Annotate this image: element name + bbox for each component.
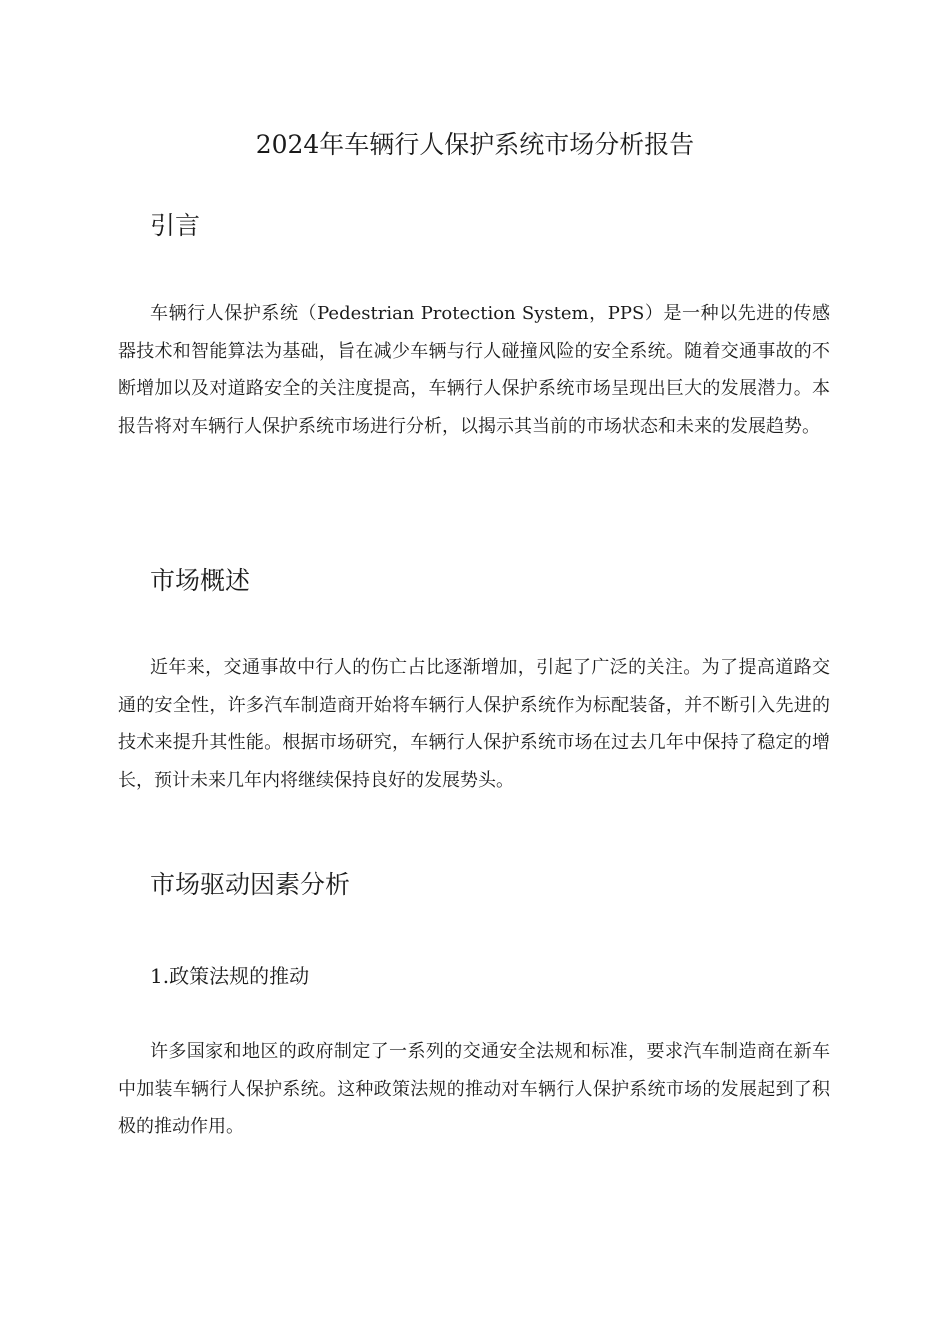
section-heading-introduction: 引言 xyxy=(150,211,201,240)
introduction-paragraph: 车辆行人保护系统（Pedestrian Protection System，PPS）是一种以先进的传感器技术和智能算法为基础，旨在减少车辆与行人碰撞风险的安全系统。随着交通事故的不断增加以及对道路安全的关注度提高，车辆行人保护系统市场呈现出巨大的发展潜力。本报告将对车辆行人保护系统市场进行分析，以揭示其当前的市场状态和未来的发展趋势。 xyxy=(118,303,830,437)
document-title: 2024年车辆行人保护系统市场分析报告 xyxy=(255,130,695,159)
subsection-heading-policy: 1.政策法规的推动 xyxy=(150,964,310,988)
market-overview-paragraph: 近年来，交通事故中行人的伤亡占比逐渐增加，引起了广泛的关注。为了提高道路交通的安全性，许多汽车制造商开始将车辆行人保护系统作为标配装备，并不断引入先进的技术来提升其性能。根据市场研究，车辆行人保护系统市场在过去几年中保持了稳定的增长，预计未来几年内将继续保持良好的发展势头。 xyxy=(118,657,830,791)
section-heading-market-drivers: 市场驱动因素分析 xyxy=(150,870,351,899)
policy-paragraph: 许多国家和地区的政府制定了一系列的交通安全法规和标准，要求汽车制造商在新车中加装车辆行人保护系统。这种政策法规的推动对车辆行人保护系统市场的发展起到了积极的推动作用。 xyxy=(118,1041,830,1137)
section-heading-market-overview: 市场概述 xyxy=(150,566,251,595)
